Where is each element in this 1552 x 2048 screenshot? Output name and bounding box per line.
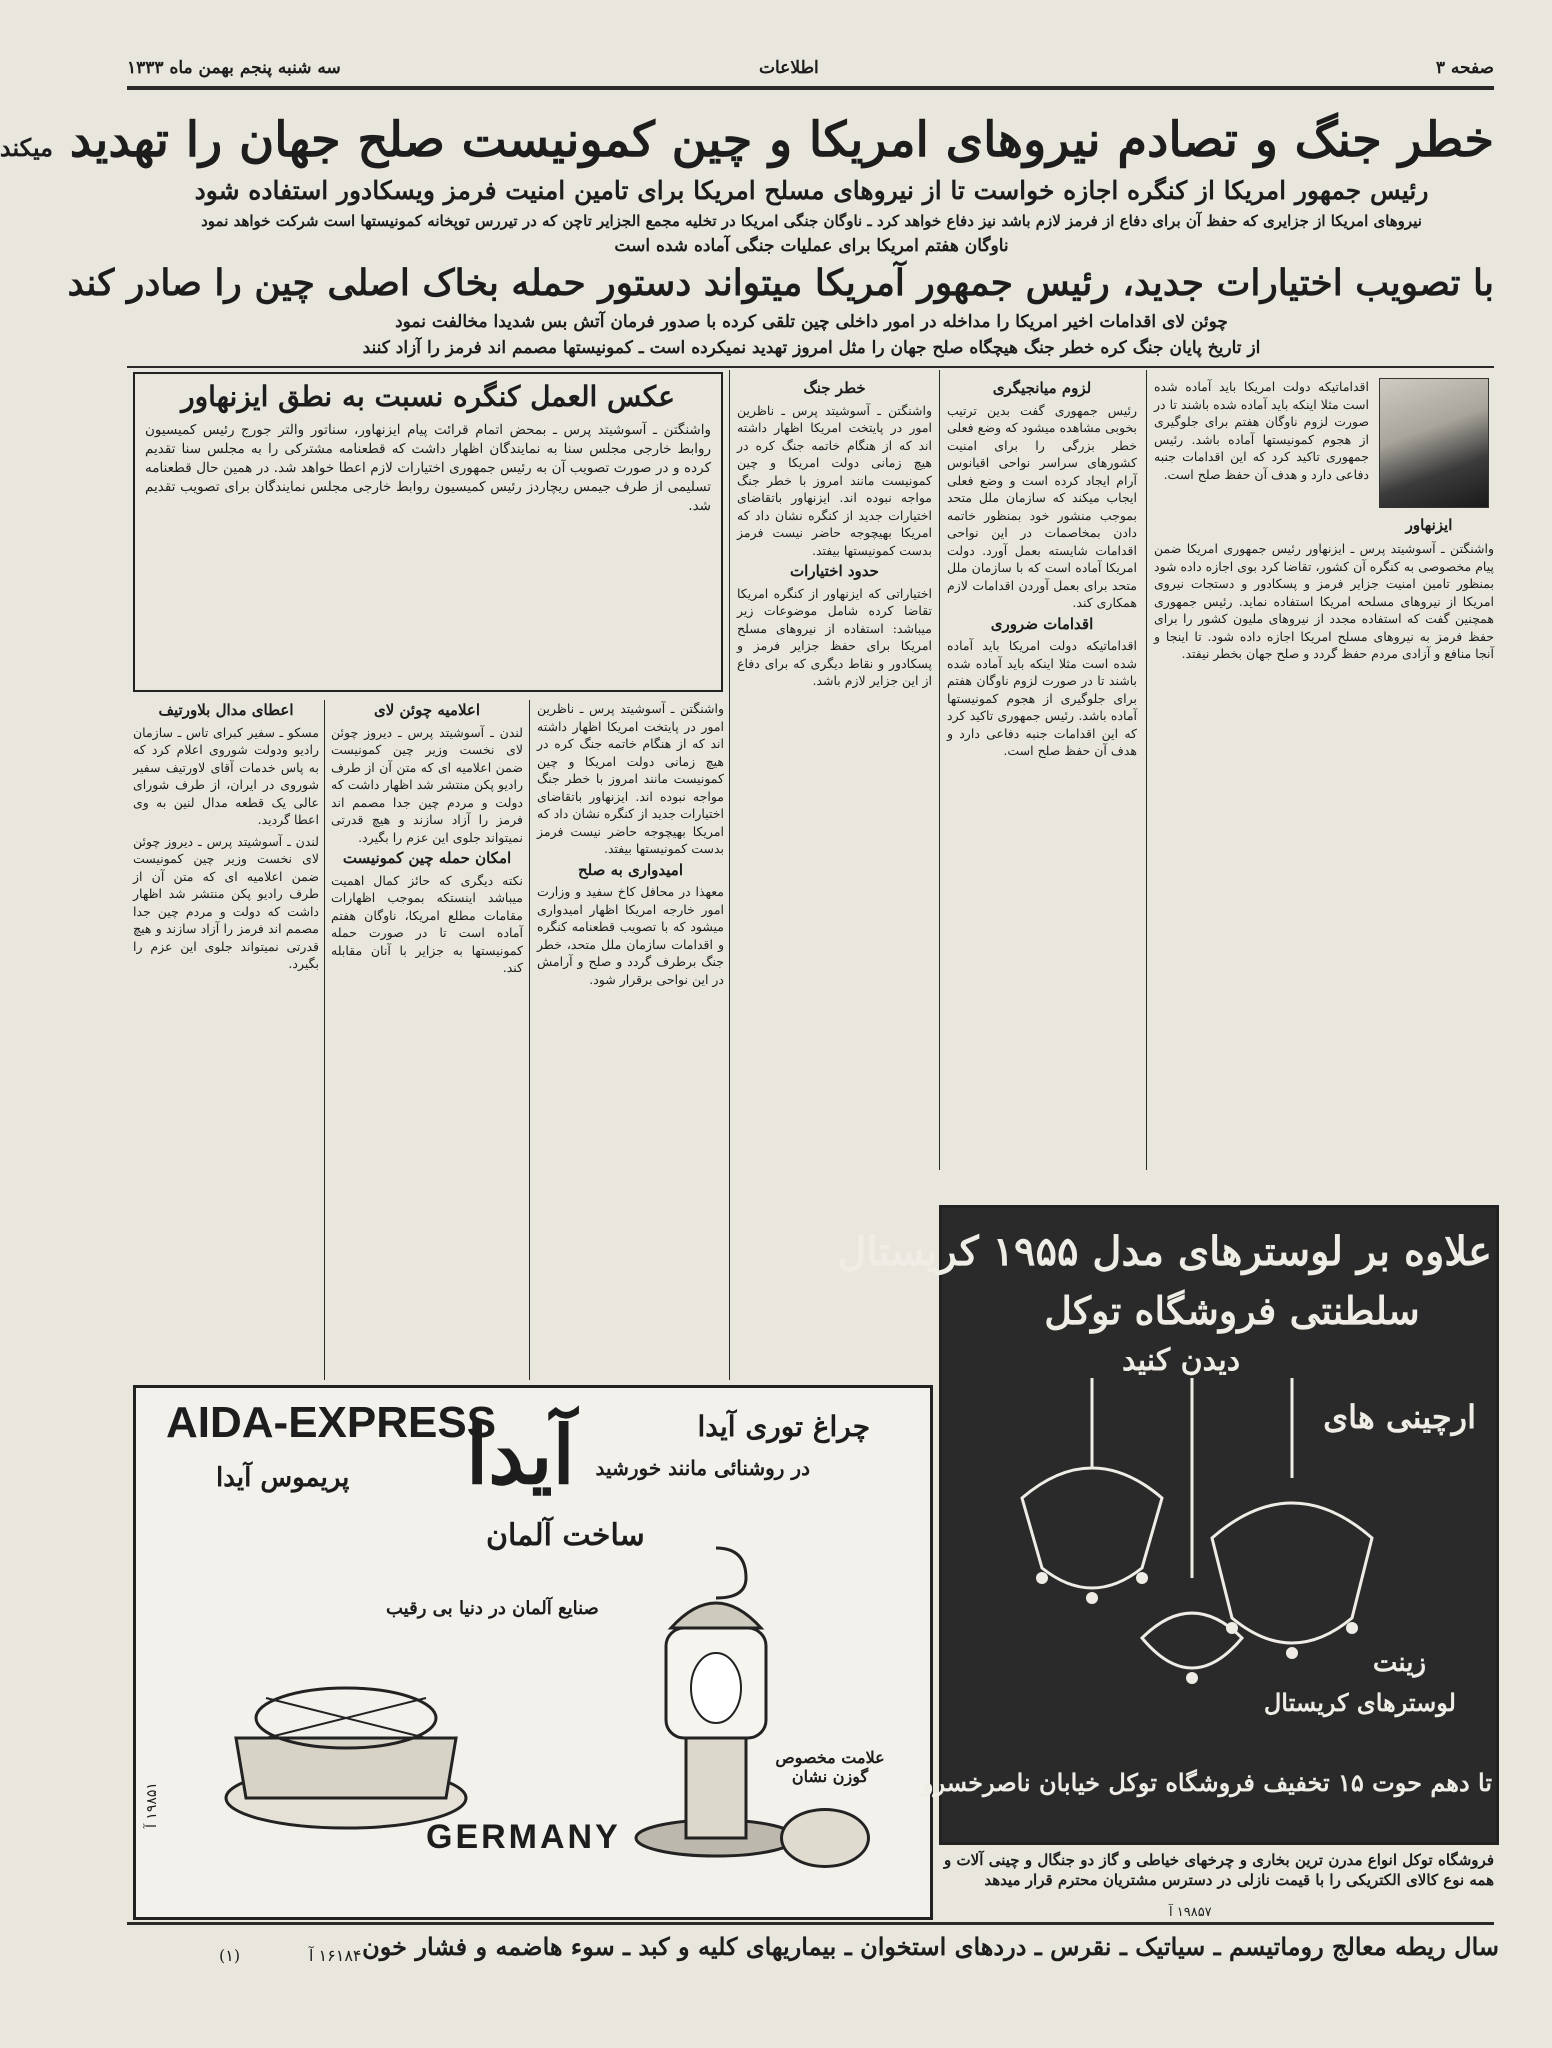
footer-rule [127,1922,1494,1925]
aida-line4: پریموس آیدا [216,1463,350,1493]
second-sub-1: چوئن لای اقدامات اخیر امریکا را مداخله در امور داخلی چین تلقی کرده با صدور فرمان آتش بس شدیدا مخالفت نمود [395,312,1228,332]
aida-line5: صنایع آلمان در دنیا بی رقیب [386,1598,599,1619]
crystal-ad-code: ۱۹۸۵۷ آ [1169,1905,1212,1920]
aida-agent: علامت مخصوص گوزن نشان [775,1748,885,1786]
footer-ad-code: ۱۶۱۸۴ آ [309,1946,362,1965]
footer-ad-text: سال ریطه معالج روماتیسم ـ سیاتیک ـ نقرس ـ دردهای استخوان ـ بیماریهای کلیه و کبد ـ سوء هاضمه و فشار خون [362,1932,1499,1961]
deer-logo [780,1808,870,1868]
article-col5: واشنگتن ـ آسوشیتد پرس ـ ناظرین امور در پایتخت امریکا اظهار داشته اند که از هنگام خاتمه جنگ کره در هیچ زمانی دولت امریکا و چین کمونیست مانند امروز با خطر جنگ مواجه نبوده اند. ایزنهاور باتقاضای اختیارات جدید از کنگره نشان داد که امریکا بهیچوجه حاضر نیست فرمز بدست کمونیستها بیفتد. امیدواری به صلح معهذا در محافل کاخ سفید و وزارت امور خارجه امریکا اظهار امیدواری میشود که با تصویب قطعنامه کنگره و اقدامات سازمان ملل متحد، خطر جنگ برطرف گردد و صلح و آرامش در این نواحی برقرار شود. [537,701,724,987]
headline-rule [127,366,1494,368]
headline-sub-2: نیروهای امریکا از جزایری که حفظ آن برای دفاع از فرمز لازم باشد نیز دفاع خواهد کرد ـ ناوگان جنگی امریکا در تخلیه مجمع الجزایر تاچن که در تیررس توپخانه کمونیستها است شرکت خواهد نمود [201,212,1422,230]
article-col1: واشنگتن ـ آسوشیتد پرس ـ ایزنهاور رئیس جمهوری امریکا ضمن پیام مخصوصی به کنگره آن کشور، تقاضا کرد بوی اجازه داده شود بمنظور تامین امنیت جزایر فرمز و پسکادور و دستجات نیروی امریکا از نیروهای مسلحه امریکا استفاده نماید. رئیس جمهوری همچنین گفت که استفاده مجدد از نیروهای ملیون کشور را برای حفظ فرمز به نیروهای مسلح امریکا اجازه داده شود. تا اینجا و آنجا منافع و آزادی مردم حفظ گردد و صلح جهان بخطر نیفتد. [1154,541,1494,661]
congress-headline: عکس العمل کنگره نسبت به نطق ایزنهاور [181,380,675,413]
headline-sub-3: ناوگان هفتم امریکا برای عملیات جنگی آماده شده است [614,236,1009,256]
crystal-ad-zinat: زینت [1372,1648,1426,1678]
aida-line3: ساخت آلمان [486,1518,645,1553]
crystal-ad-title: علاوه بر لوسترهای مدل ۱۹۵۵ کریستال [837,1228,1492,1275]
main-headline: خطر جنگ و تصادم نیروهای امریکا و چین کمونیست صلح جهان را تهدید میکند [0,112,1494,168]
aida-brand-fa: آیدا [466,1408,575,1502]
second-headline: با تصویب اختیارات جدید، رئیس جمهور آمریکا میتواند دستور حمله بخاک اصلی چین را صادر کند [67,262,1494,304]
crystal-ad-side: ارچینی های [1323,1398,1476,1436]
aida-line1: چراغ توری آیدا [697,1410,870,1443]
photo-caption: ایزنهاور [1405,516,1453,534]
footer-num: (۱) [219,1946,241,1965]
aida-brand: AIDA-EXPRESS [166,1398,497,1447]
stove-illustration [196,1638,496,1838]
page-number: صفحه ۳ [1435,58,1494,78]
article-col1-left: اقداماتیکه دولت امریکا باید آماده شده است مثلا اینکه باید آماده شده باشند تا در صورت لزوم ناوگان هفتم برای جلوگیری از هجوم کمونیستها آماده باشد. رئیس جمهوری تاکید کرد که این اقدامات جنبه دفاعی دارد و هدف آن حفظ صلح است. [1154,379,1369,482]
crystal-ad-subtitle: سلطنتی فروشگاه توکل [1044,1288,1420,1333]
article-col6: اعلامیه چوئن لای لندن ـ آسوشیتد پرس ـ دیروز چوئن لای نخست وزیر چین کمونیست ضمن اعلامیه ای که متن آن از طرف رادیو پکن منتشر شد اظهار داشت که دولت و مردم چین جدا مصمم اند فرمز را آزاد سازند و هیچ قدرتی نمیتواند جلوی این عزم را بگیرد. امکان حمله چین کمونیست نکته دیگری که حائز کمال اهمیت میباشد اینستکه بموجب اظهارات مقامات مطلع امریکا، ناوگان هفتم آماده است تا در صورت حمله کمونیستها به جزایر با آنان مقابله کند. [331,701,523,975]
tavakol-crystal-ad [837,1205,1499,1845]
article-col3: خطر جنگ واشنگتن ـ آسوشیتد پرس ـ ناظرین امور در پایتخت امریکا اظهار داشته اند که از هنگام خاتمه جنگ کره در هیچ زمانی دولت امریکا و چین کمونیست مانند امروز با خطر جنگ مواجه نبوده اند. ایزنهاور باتقاضای اختیارات جدید از کنگره نشان داد که امریکا بهیچوجه حاضر نیست فرمز بدست کمونیستها بیفتد. حدود اختیارات اختیاراتی که ایزنهاور از کنگره امریکا تقاضا کرده شامل موضوعات زیر میباشد: استفاده از نیروهای مسلح امریکا برای حفظ جزایر فرمز و پسکادور و نقاط دیگری که برای دفاع از این جزایر لازم باشد. [737,379,932,688]
second-sub-2: از تاریخ پایان جنگ کره خطر جنگ هیچگاه صلح جهان را مثل امروز تهدید نمیکرده است ـ کمونیستها مصمم اند فرمز را آزاد کنند [362,338,1261,358]
headline-sub-1: رئیس جمهور امریکا از کنگره اجازه خواست تا از نیروهای مسلح امریکا برای تامین امنیت فرمز ویسکادور استفاده شود [194,176,1429,205]
newspaper-name: اطلاعات [759,58,819,78]
aida-express-ad [133,1385,933,1920]
crystal-ad-note: فروشگاه توکل انواع مدرن ترین بخاری و چرخهای خیاطی و گاز دو جنگال و چینی آلات و همه نوع کالای الکتریکی را با قیمت نازلی در دسترس مشتریان محترم قرار میدهد [944,1851,1494,1889]
lantern-illustration [616,1538,816,1868]
article-col2: لزوم میانجیگری رئیس جمهوری گفت بدین ترتیب بخوبی مشاهده میشود که وضع فعلی خطر بزرگی را برای امنیت کشورهای سراسر نواحی اقیانوس آرام ایجاد کرده است و وضع فعلی ایجاب میکند که سازمان ملل متحد بموجب منشور خود بمنظور خاتمه دادن بمخاصمات در این نواحی اقدامات شایسته بعمل آورد. دولت امریکا آماده است که با سازمان ملل متحد برای بعمل آوردن اقدامات لازم همکاری کند. اقدامات ضروری اقداماتیکه دولت امریکا باید آماده شده است مثلا اینکه باید آماده شده باشند تا در صورت لزوم ناوگان هفتم برای جلوگیری از هجوم کمونیستها آماده باشد. رئیس جمهوری تاکید کرد که این اقدامات جنبه دفاعی دارد و هدف آن حفظ صلح است. [947,379,1137,758]
aida-code: ۱۹۸۵۱ آ [144,1782,160,1828]
crystal-ad-bottom: تا دهم حوت ۱۵ تخفیف فروشگاه توکل خیابان ناصرخسرو [921,1768,1492,1797]
masthead-rule [127,86,1494,90]
crystal-ad-see: دیدن کنید [1122,1343,1241,1378]
congress-box [133,372,723,692]
eisenhower-photo [1379,378,1489,508]
crystal-ad-zinat2: لوسترهای کریستال [1263,1688,1456,1717]
aida-line2: در روشنائی مانند خورشید [595,1456,810,1480]
issue-date: سه شنبه پنجم بهمن ماه ۱۳۳۳ [127,58,341,78]
germany-label: GERMANY [426,1818,621,1856]
congress-text: واشنگتن ـ آسوشیتد پرس ـ بمحض اتمام قرائت پیام ایزنهاور، سناتور والتر جورج رئیس کمیسیون روابط خارجی مجلس سنا به نمایندگان اظهار داشت که قطعنامه مشترکی را به مجلس سنا تقدیم کرده و در صورت تصویب آن به رئیس جمهوری اختیارات لازم اعطا خواهد شد. در همین حال قطعنامه تسلیمی از طرف جیمس ریچاردز رئیس کمیسیون روابط خارجی مجلس نمایندگان برای تصویب تقدیم شد. [145,422,711,514]
article-col7: اعطای مدال بلاورتیف مسکو ـ سفیر کبرای تاس ـ سازمان رادیو ودولت شوروی اعلام کرد که به پاس خدمات آقای لاورتیف سفیر شوروی در ایران، از طرف شورای عالی یک قطعه مدال لنین به وی اعطا گردید. لندن ـ آسوشیتد پرس ـ دیروز چوئن لای نخست وزیر چین کمونیست ضمن اعلامیه ای که متن آن از طرف رادیو پکن منتشر شد اظهار داشت که دولت و مردم چین جدا مصمم اند فرمز را آزاد سازند و هیچ قدرتی نمیتواند جلوی این عزم را بگیرد. [133,701,319,971]
